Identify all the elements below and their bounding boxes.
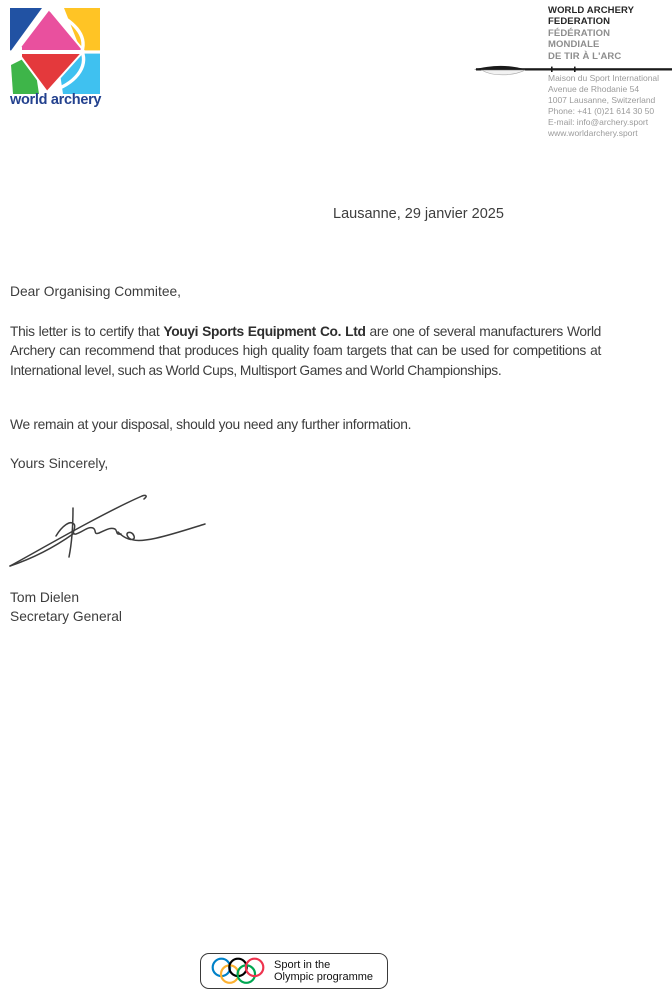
olympic-programme-badge [200, 953, 388, 989]
org-name-fr-line: DE TIR À L'ARC [548, 50, 622, 62]
org-name-fr-line: MONDIALE [548, 39, 600, 51]
signer-title: Secretary General [10, 609, 122, 624]
org-name-block [548, 5, 634, 62]
org-name-line: WORLD ARCHERY [548, 5, 635, 16]
org-name-fr-line: FÉDÉRATION [548, 27, 611, 39]
world-archery-wordmark: world archery [10, 92, 102, 108]
badge-text [274, 959, 373, 984]
address-line: Avenue de Rhodanie 54 [548, 84, 640, 94]
body-paragraph-2: We remain at your disposal, should you need any further information. [10, 417, 412, 432]
salutation: Dear Organising Commitee, [10, 284, 181, 299]
para1-text: are one of several manufacturers World Archery can recommend that produces high quality foam targets that can be used for competitions at International level, such as World Cups, Multisport Games and World Championships. [10, 324, 601, 378]
para1-text: This letter is to certify that [10, 324, 164, 339]
world-archery-logo-icon [10, 8, 100, 94]
badge-text-line: Olympic programme [274, 971, 374, 983]
address-block [548, 73, 659, 139]
olympic-rings-icon [210, 957, 266, 985]
company-name: Youyi Sports Equipment Co. Ltd [163, 324, 366, 339]
address-line: Phone: +41 (0)21 614 30 50 [548, 106, 655, 116]
closing-line: Yours Sincerely, [10, 456, 109, 471]
org-name-line: FEDERATION [548, 16, 611, 28]
dateline: Lausanne, 29 janvier 2025 [333, 206, 504, 222]
website-line: www.worldarchery.sport [548, 128, 638, 138]
email-line: E-mail: info@archery.sport [548, 117, 649, 127]
body-paragraph-1 [10, 322, 601, 380]
address-line: Maison du Sport International [548, 73, 660, 83]
badge-text-line: Sport in the [274, 958, 331, 971]
address-line: 1007 Lausanne, Switzerland [548, 95, 656, 105]
signature-image [6, 486, 211, 574]
signer-name: Tom Dielen [10, 590, 80, 605]
